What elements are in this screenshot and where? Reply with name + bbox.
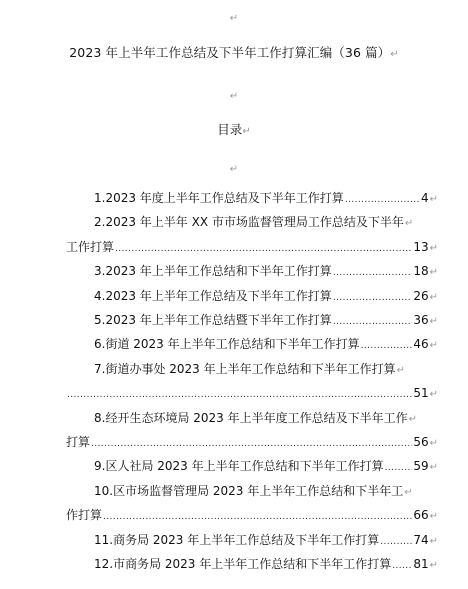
toc-line[interactable] (94, 532, 438, 550)
toc-page-number: 13 (413, 239, 429, 254)
toc-line[interactable] (66, 507, 438, 525)
toc-page-number: 46 (413, 337, 429, 352)
toc-page-number: 51 (413, 386, 429, 401)
toc-entry-title: 2.2023 年上半年 XX 市市场监督管理局工作总结及下半年 (94, 215, 404, 230)
toc-entry-title: 7.街道办事处 2023 年上半年工作总结和下半年工作打算 (94, 361, 396, 376)
toc-entry-title: 打算 (66, 435, 91, 449)
toc-page-number: 66 (413, 508, 429, 523)
paragraph-mark-icon: ↵ (429, 194, 438, 205)
paragraph-mark-icon: ↵ (429, 560, 438, 571)
toc-entry-title: 11.商务局 2023 年上半年工作总结及下半年工作打算 (94, 532, 380, 547)
toc-leader-dots (333, 290, 413, 306)
toc-line[interactable] (94, 312, 438, 330)
toc-leader-dots (380, 534, 412, 550)
toc-entry-title: 9.区人社局 2023 年上半年工作总结和下半年工作打算 (94, 459, 384, 474)
toc-leader-dots (91, 436, 412, 452)
paragraph-mark-icon: ↵ (229, 164, 239, 175)
toc-leader-dots (333, 265, 413, 281)
toc-entry-title: 工作打算 (66, 239, 115, 254)
toc-line[interactable] (94, 263, 438, 281)
toc-line[interactable] (66, 385, 438, 403)
paragraph-mark-icon: ↵ (429, 267, 438, 279)
toc-page-number: 36 (413, 313, 429, 327)
toc-leader-dots (385, 460, 413, 476)
paragraph-mark-icon: ↵ (408, 413, 418, 425)
empty-paragraph-2 (0, 84, 468, 103)
toc-entry-title: 12.市商务局 2023 年上半年工作总结和下半年工作打算 (94, 557, 392, 571)
toc-page-number: 56 (413, 435, 429, 449)
paragraph-mark-icon: ↵ (404, 218, 414, 230)
toc-page-number: 59 (413, 459, 429, 474)
toc-leader-dots (67, 387, 412, 403)
toc-line[interactable] (66, 239, 438, 257)
document-title-text: 2023 年上半年工作总结及下半年工作打算汇编（36 篇） (69, 45, 391, 60)
toc-leader-dots (345, 192, 420, 208)
paragraph-mark-icon: ↵ (429, 535, 438, 547)
paragraph-mark-icon: ↵ (429, 242, 438, 254)
document-title (0, 43, 468, 61)
toc-page-number: 74 (413, 532, 429, 547)
toc-line[interactable] (94, 190, 438, 208)
paragraph-mark-icon: ↵ (229, 13, 239, 24)
toc-leader-dots (361, 338, 413, 354)
toc-line[interactable] (94, 458, 438, 476)
toc-leader-dots (115, 241, 412, 257)
paragraph-mark-icon: ↵ (429, 340, 438, 352)
paragraph-mark-icon: ↵ (429, 389, 438, 401)
toc-page-number: 4 (420, 191, 429, 205)
toc-heading-text: 目录 (217, 122, 243, 137)
toc-entry-title: 3.2023 年上半年工作总结和下半年工作打算 (94, 264, 332, 279)
toc-line[interactable] (94, 214, 413, 232)
toc-page-number: 18 (413, 264, 429, 279)
toc-line[interactable] (66, 434, 438, 452)
toc-page-number: 26 (413, 288, 429, 303)
toc-entry-title: 作打算 (66, 508, 103, 523)
toc-heading (0, 120, 468, 138)
toc-page-number: 81 (413, 557, 429, 571)
toc-line[interactable] (94, 361, 405, 379)
paragraph-mark-icon: ↵ (396, 364, 406, 376)
toc-entry-title: 6.街道 2023 年上半年工作总结和下半年工作打算 (94, 337, 360, 352)
toc-line[interactable] (94, 336, 438, 354)
toc-entry-title: 1.2023 年度上半年工作总结及下半年工作打算 (94, 191, 344, 205)
paragraph-mark-icon: ↵ (429, 316, 438, 327)
toc-entry-title: 8.经开生态环境局 2023 年上半年度工作总结及下半年工作 (94, 410, 408, 425)
paragraph-mark-icon: ↵ (404, 486, 413, 498)
empty-paragraph-1 (0, 6, 468, 25)
paragraph-mark-icon: ↵ (429, 438, 438, 449)
toc-entry-title: 5.2023 年上半年工作总结暨下半年工作打算 (94, 313, 332, 327)
toc-leader-dots (103, 509, 412, 525)
paragraph-mark-icon: ↵ (390, 49, 399, 60)
paragraph-mark-icon: ↵ (429, 511, 438, 523)
toc-leader-dots (333, 314, 413, 330)
paragraph-mark-icon: ↵ (429, 462, 438, 474)
empty-paragraph-3 (0, 157, 468, 176)
toc-line[interactable] (94, 556, 438, 574)
toc-leader-dots (392, 558, 412, 574)
paragraph-mark-icon: ↵ (242, 126, 251, 137)
toc-line[interactable] (94, 288, 438, 306)
toc-line[interactable] (94, 483, 413, 501)
paragraph-mark-icon: ↵ (429, 291, 438, 303)
toc-line[interactable] (94, 410, 417, 428)
paragraph-mark-icon: ↵ (229, 91, 239, 102)
toc-entry-title: 10.区市场监督管理局 2023 年上半年工作总结和下半年工 (94, 483, 404, 498)
toc-entry-title: 4.2023 年上半年工作总结及下半年工作打算 (94, 288, 332, 303)
